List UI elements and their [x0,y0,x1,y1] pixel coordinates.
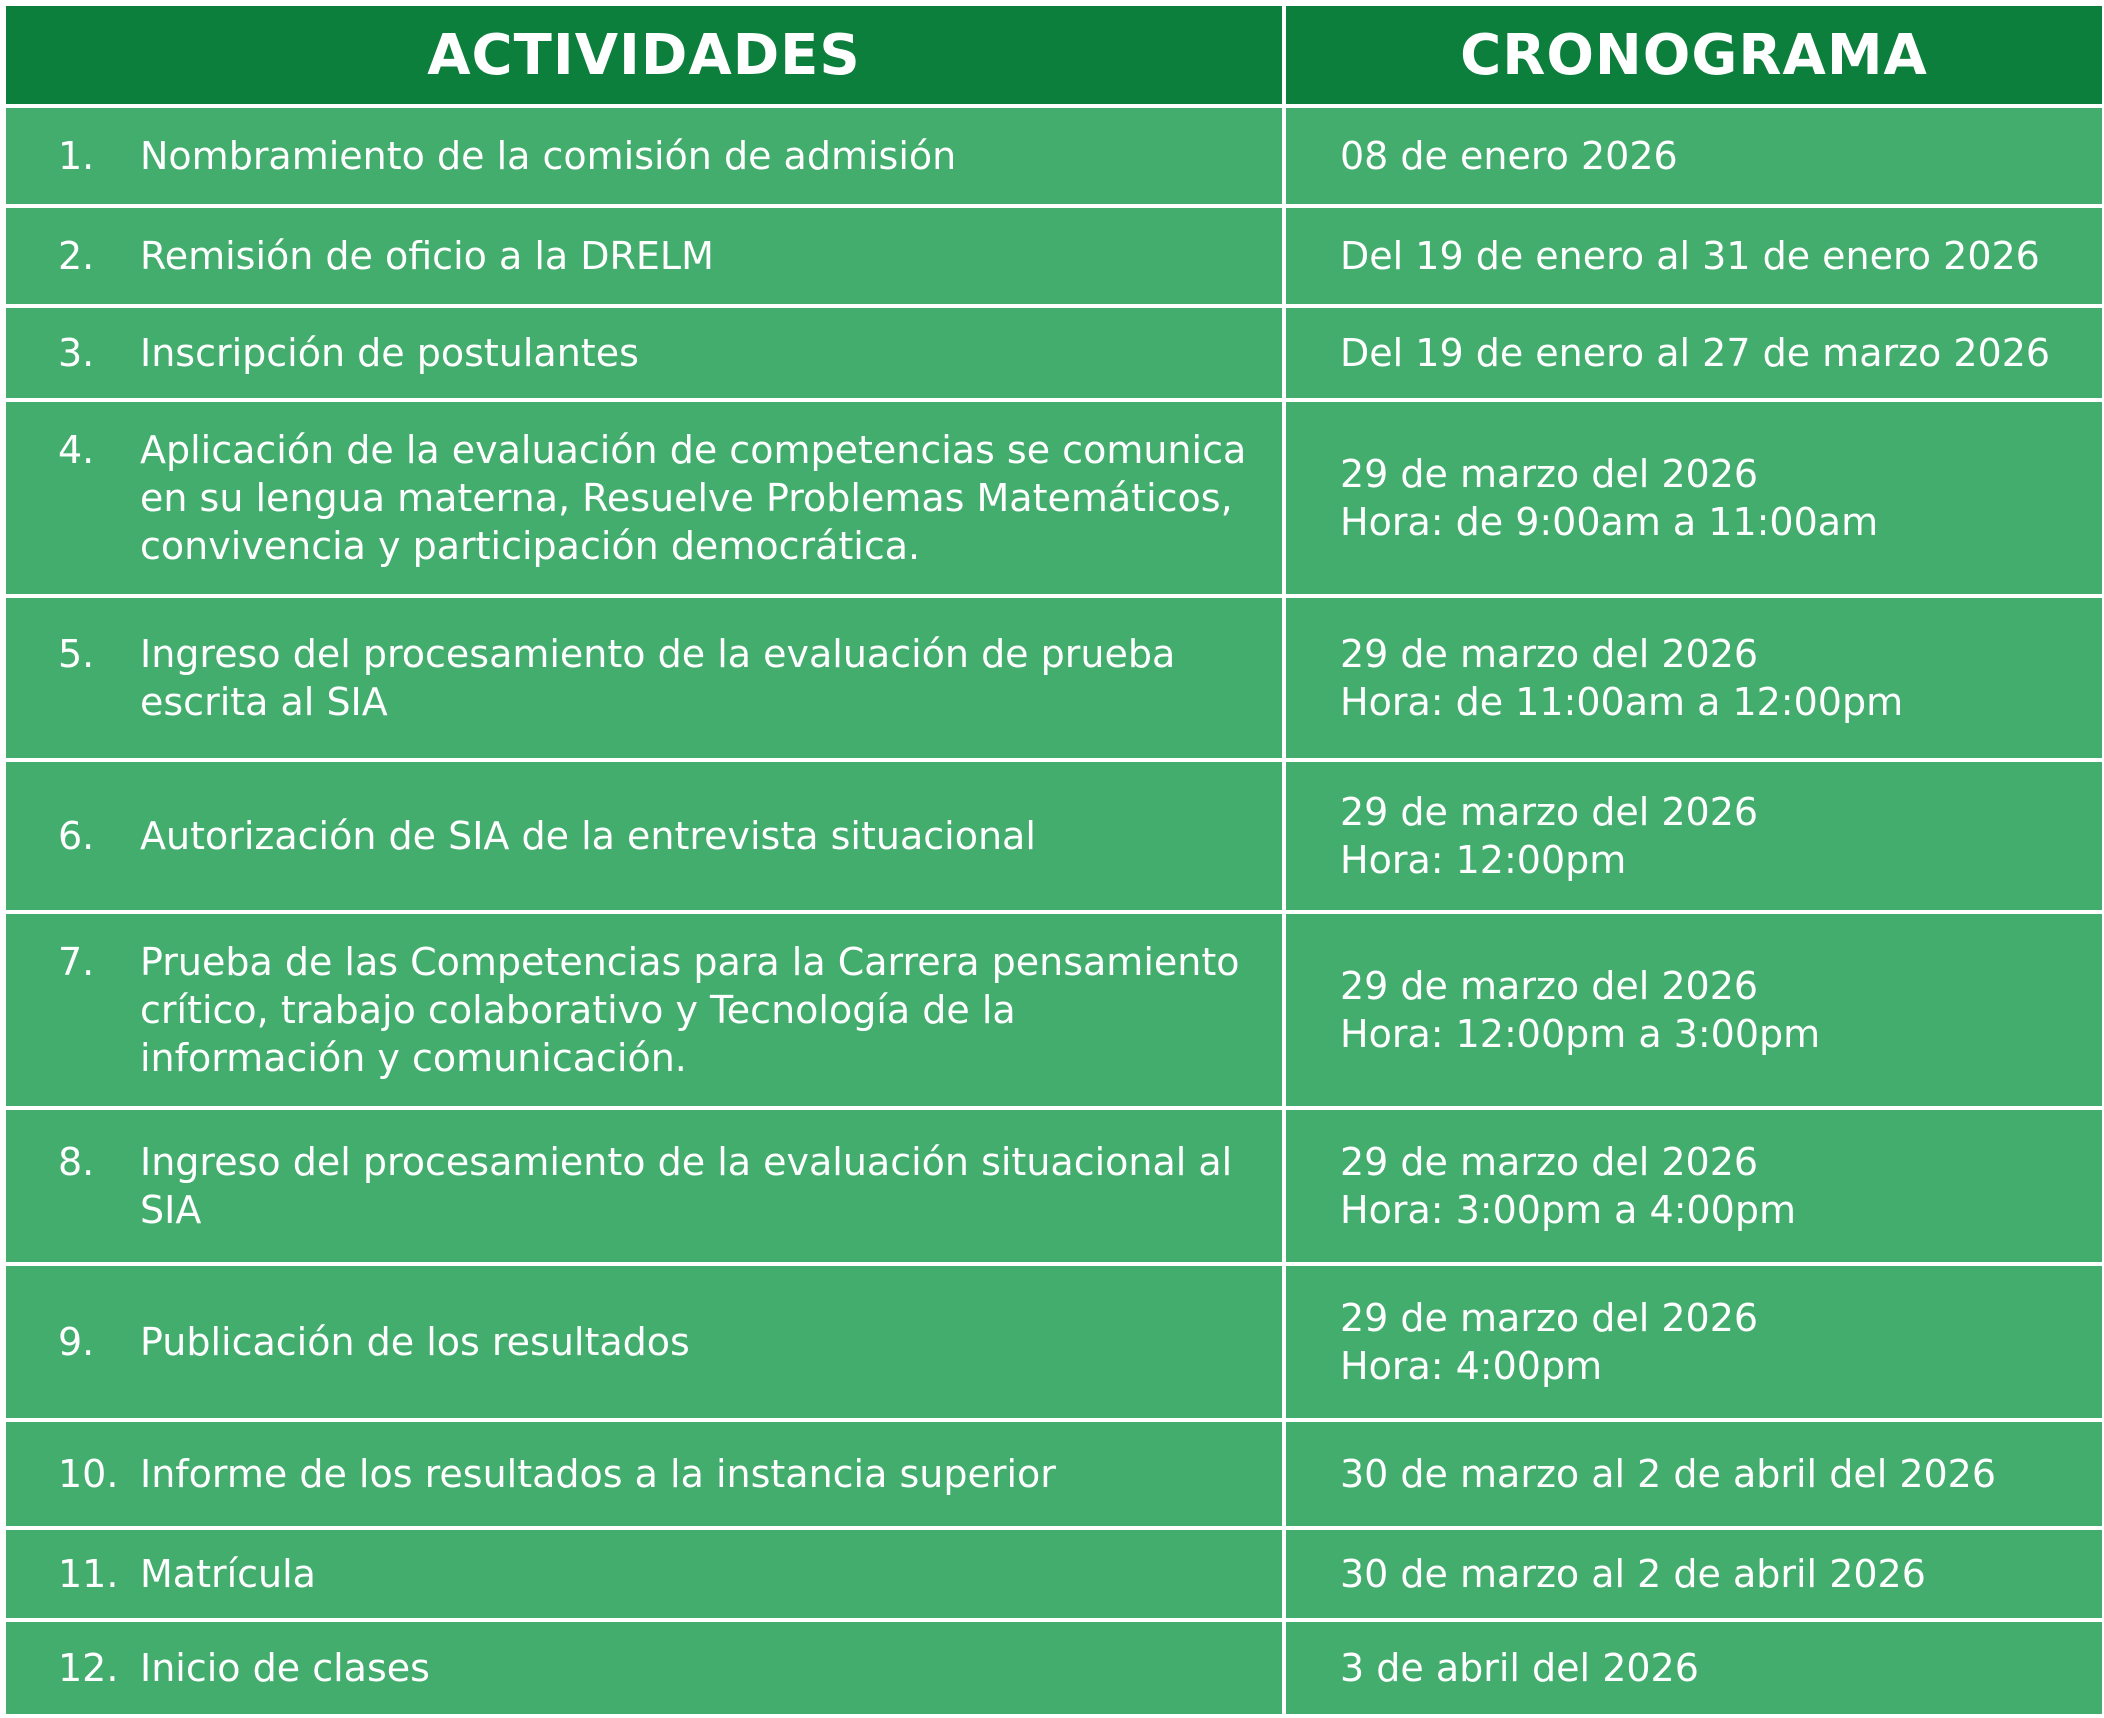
activity-text: Matrícula [140,1552,316,1596]
schedule-cell [1284,1108,2104,1264]
activity-text: Inscripción de postulantes [140,331,639,375]
table-row [4,400,2104,596]
row-number: 6. [58,814,95,858]
date-text: Del 19 de enero al 27 de marzo 2026 [1340,331,2051,375]
table-row [4,596,2104,760]
row-number: 3. [58,331,95,375]
schedule-cell [1284,106,2104,206]
row-number: 1. [58,134,95,178]
activity-cell [4,1108,1284,1264]
activity-text: Informe de los resultados a la instancia superior [140,1452,1056,1496]
date-text: 29 de marzo del 2026 [1340,632,1759,676]
schedule-cell [1284,1620,2104,1716]
date-text: 3 de abril del 2026 [1340,1646,1699,1690]
table-row [4,912,2104,1108]
date-text: Del 19 de enero al 31 de enero 2026 [1340,234,2040,278]
time-text: Hora: 4:00pm [1340,1344,1603,1388]
schedule-header: CRONOGRAMA [1284,4,2104,106]
date-text: 29 de marzo del 2026 [1340,1140,1759,1184]
activity-text: Inicio de clases [140,1646,430,1690]
activity-cell [4,1620,1284,1716]
schedule-table [2,2,2104,1718]
table-row [4,1420,2104,1528]
schedule-cell [1284,206,2104,306]
date-text: 29 de marzo del 2026 [1340,790,1759,834]
activity-cell [4,206,1284,306]
table-row [4,306,2104,400]
schedule-cell [1284,1264,2104,1420]
time-text: Hora: 12:00pm [1340,838,1627,882]
time-text: Hora: de 9:00am a 11:00am [1340,500,1879,544]
row-number: 12. [58,1646,119,1690]
activity-cell [4,912,1284,1108]
activity-cell [4,1420,1284,1528]
activity-text: Remisión de oficio a la DRELM [140,234,714,278]
date-text: 29 de marzo del 2026 [1340,452,1759,496]
activity-cell [4,306,1284,400]
row-number: 7. [58,940,95,984]
activity-cell [4,1264,1284,1420]
date-text: 08 de enero 2026 [1340,134,1678,178]
table-row [4,1620,2104,1716]
row-number: 11. [58,1552,119,1596]
time-text: Hora: de 11:00am a 12:00pm [1340,680,1904,724]
time-text: Hora: 3:00pm a 4:00pm [1340,1188,1796,1232]
table-row [4,1528,2104,1620]
row-number: 9. [58,1320,95,1364]
activity-text: Autorización de SIA de la entrevista situacional [140,814,1036,858]
table-row [4,1108,2104,1264]
table-row [4,206,2104,306]
row-number: 8. [58,1140,95,1184]
activities-header: ACTIVIDADES [4,4,1284,106]
table-row [4,760,2104,912]
schedule-body [4,106,2104,1716]
time-text: Hora: 12:00pm a 3:00pm [1340,1012,1821,1056]
schedule-cell [1284,306,2104,400]
activity-text: Ingreso del procesamiento de la evaluación situacional al SIA [140,1140,1233,1232]
activity-cell [4,760,1284,912]
schedule-cell [1284,596,2104,760]
row-number: 10. [58,1452,119,1496]
activity-cell [4,1528,1284,1620]
row-number: 2. [58,234,95,278]
schedule-cell [1284,400,2104,596]
row-number: 5. [58,632,95,676]
schedule-cell [1284,760,2104,912]
schedule-cell [1284,1420,2104,1528]
date-text: 30 de marzo al 2 de abril 2026 [1340,1552,1926,1596]
row-number: 4. [58,428,95,472]
activity-cell [4,596,1284,760]
activity-text: Ingreso del procesamiento de la evaluación de prueba escrita al SIA [140,632,1176,724]
schedule-cell [1284,1528,2104,1620]
date-text: 29 de marzo del 2026 [1340,964,1759,1008]
activity-text: Publicación de los resultados [140,1320,690,1364]
activity-text: Nombramiento de la comisión de admisión [140,134,957,178]
activity-cell [4,106,1284,206]
table-row [4,106,2104,206]
header-row [4,4,2104,106]
table-row [4,1264,2104,1420]
schedule-cell [1284,912,2104,1108]
activity-text: Aplicación de la evaluación de competencias se comunica en su lengua materna, Resuelve Problemas Matemáticos, convivencia y participación democrática. [140,428,1247,568]
date-text: 29 de marzo del 2026 [1340,1296,1759,1340]
activity-text: Prueba de las Competencias para la Carrera pensamiento crítico, trabajo colaborativo y Tecnología de la información y comunicación. [140,940,1240,1080]
activity-cell [4,400,1284,596]
date-text: 30 de marzo al 2 de abril del 2026 [1340,1452,1997,1496]
